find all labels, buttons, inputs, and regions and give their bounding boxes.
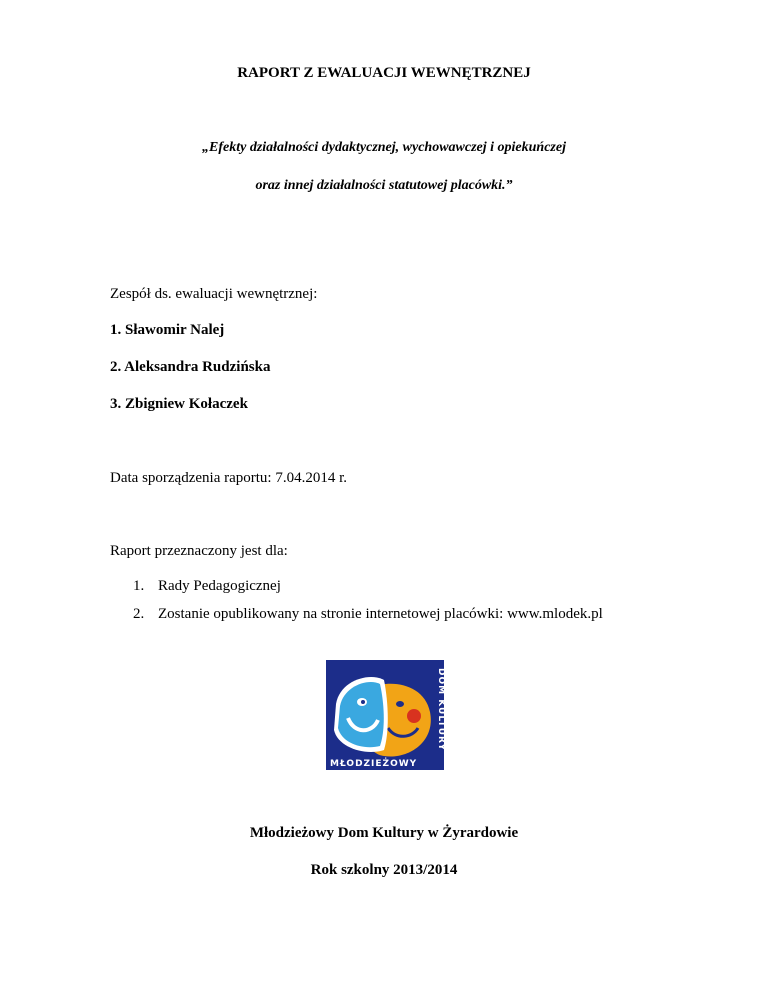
logo-text-bottom: MŁODZIEŻOWY: [330, 759, 418, 769]
document-title: RAPORT Z EWALUACJI WEWNĘTRZNEJ: [237, 65, 531, 81]
audience-item-2: [133, 606, 603, 623]
team-member-3: 3. Zbigniew Kołaczek: [110, 396, 248, 412]
logo-text-side: DOM KULTURY: [436, 668, 446, 751]
institution-name: Młodzieżowy Dom Kultury w Żyrardowie: [249, 825, 519, 841]
institution-logo: [326, 660, 444, 770]
team-member-2: 2. Aleksandra Rudzińska: [110, 359, 271, 375]
subtitle-line-1: „Efekty działalności dydaktycznej, wychowawczej i opiekuńczej: [202, 140, 566, 155]
audience-heading: Raport przeznaczony jest dla:: [110, 543, 288, 559]
audience-item-number: 2.: [133, 606, 145, 622]
team-member-1: 1. Sławomir Nalej: [110, 322, 225, 338]
school-year: Rok szkolny 2013/2014: [310, 862, 458, 878]
audience-item-number: 1.: [133, 578, 145, 594]
team-heading: Zespół ds. ewaluacji wewnętrznej:: [110, 286, 318, 302]
audience-item-text: Rady Pedagogicznej: [158, 578, 281, 594]
subtitle-line-2: oraz innej działalności statutowej placówki.”: [255, 178, 513, 193]
audience-item-text: Zostanie opublikowany na stronie internetowej placówki: www.mlodek.pl: [158, 606, 603, 622]
audience-item-1: [133, 578, 281, 595]
report-date: Data sporządzenia raportu: 7.04.2014 r.: [110, 470, 348, 486]
